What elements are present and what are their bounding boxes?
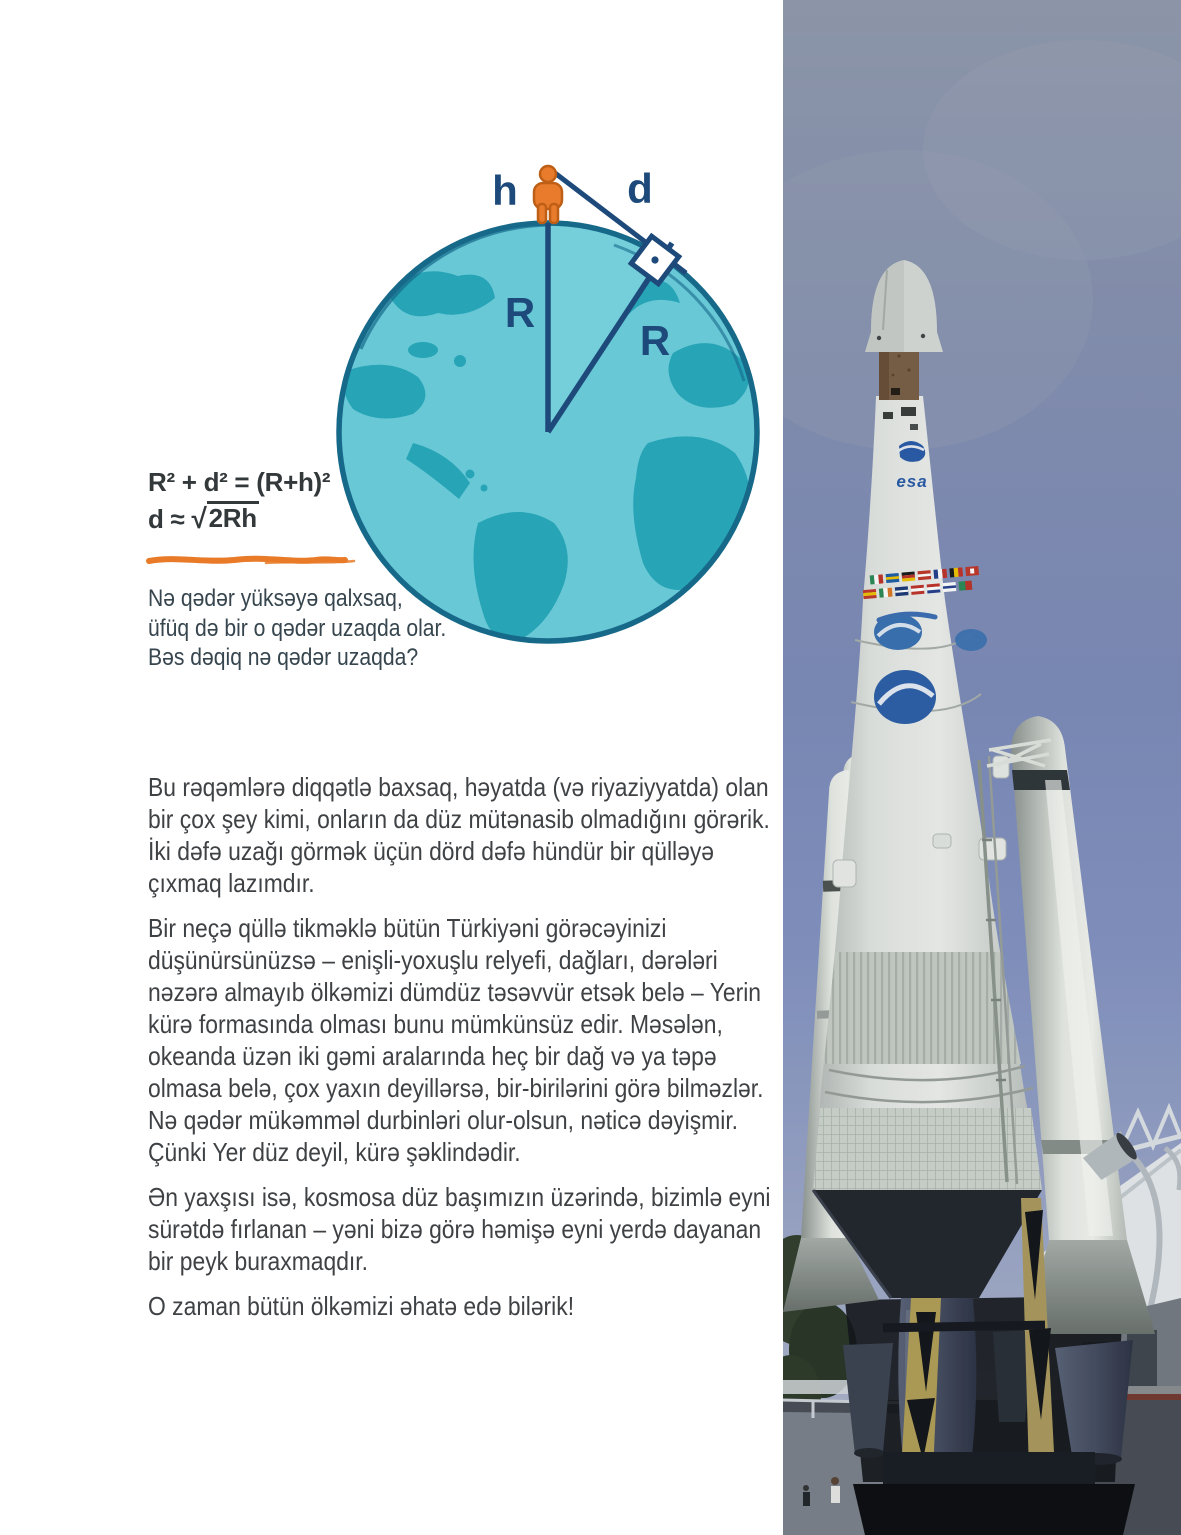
formula-line2 xyxy=(148,501,330,538)
formula-line1: R² + d² = (R+h)² xyxy=(148,467,331,497)
body-paragraph: Bu rəqəmlərə diqqətlə baxsaq, həyatda (və riyaziyyatda) olan bir çox şey kimi, onların da düz mütənasib olmadığını görərik. İki dəfə uzağı görmək üçün dörd dəfə hündür bir qülləyə çıxmaq lazımdır. xyxy=(148,772,770,898)
caption-line: Nə qədər yüksəyə qalxsaq, xyxy=(148,585,403,612)
svg-text:esa: esa xyxy=(896,472,928,491)
label-d: d xyxy=(627,165,653,212)
body-paragraph: Ən yaxşısı isə, kosmosa düz başımızın üzərində, bizimlə eyni sürətdə fırlanan – yəni bizə görə həmişə eyni yerdə dayanan bir peyk buraxmaqdır. xyxy=(148,1182,771,1276)
figure-caption xyxy=(148,584,518,673)
label-r1: R xyxy=(504,289,536,336)
sqrt-radicand: 2Rh xyxy=(208,503,257,533)
formula-line2-lhs: d ≈ xyxy=(148,504,185,534)
body-paragraph: O zaman bütün ölkəmizi əhatə edə bilərik! xyxy=(148,1291,575,1321)
label-h: h xyxy=(492,167,518,214)
orange-brush-divider xyxy=(146,552,361,568)
label-r2: R xyxy=(639,317,671,364)
body-paragraph: Bir neçə qüllə tikməklə bütün Türkiyəni görəcəyinizi düşünürsünüzsə – enişli-yoxuşlu relyefi, dağları, dərələri nəzərə almayıb ölkəmizi dümdüz təsəvvür etsək belə – Yerin kürə formasında olması bunu mümkünsüz edir. Məsələn, okeanda üzən iki gəmi aralarında heç bir dağ və ya təpə olmasa belə, çox yaxın deyillərsə, bir-birilərini görə bilməzlər. Nə qədər mükəmməl durbinləri olur-olsun, nəticə dəyişmir. Çünki Yer düz deyil, kürə şəklindədir. xyxy=(148,913,764,1167)
rocket-photo xyxy=(783,0,1181,1535)
sqrt-sign: √ xyxy=(191,503,207,534)
caption-line: üfüq də bir o qədər uzaqda olar. xyxy=(148,614,447,642)
caption-line: Bəs dəqiq nə qədər uzaqda? xyxy=(148,644,419,671)
vignette xyxy=(783,0,1181,1535)
body-text xyxy=(148,771,787,1335)
formula-block xyxy=(148,464,330,538)
